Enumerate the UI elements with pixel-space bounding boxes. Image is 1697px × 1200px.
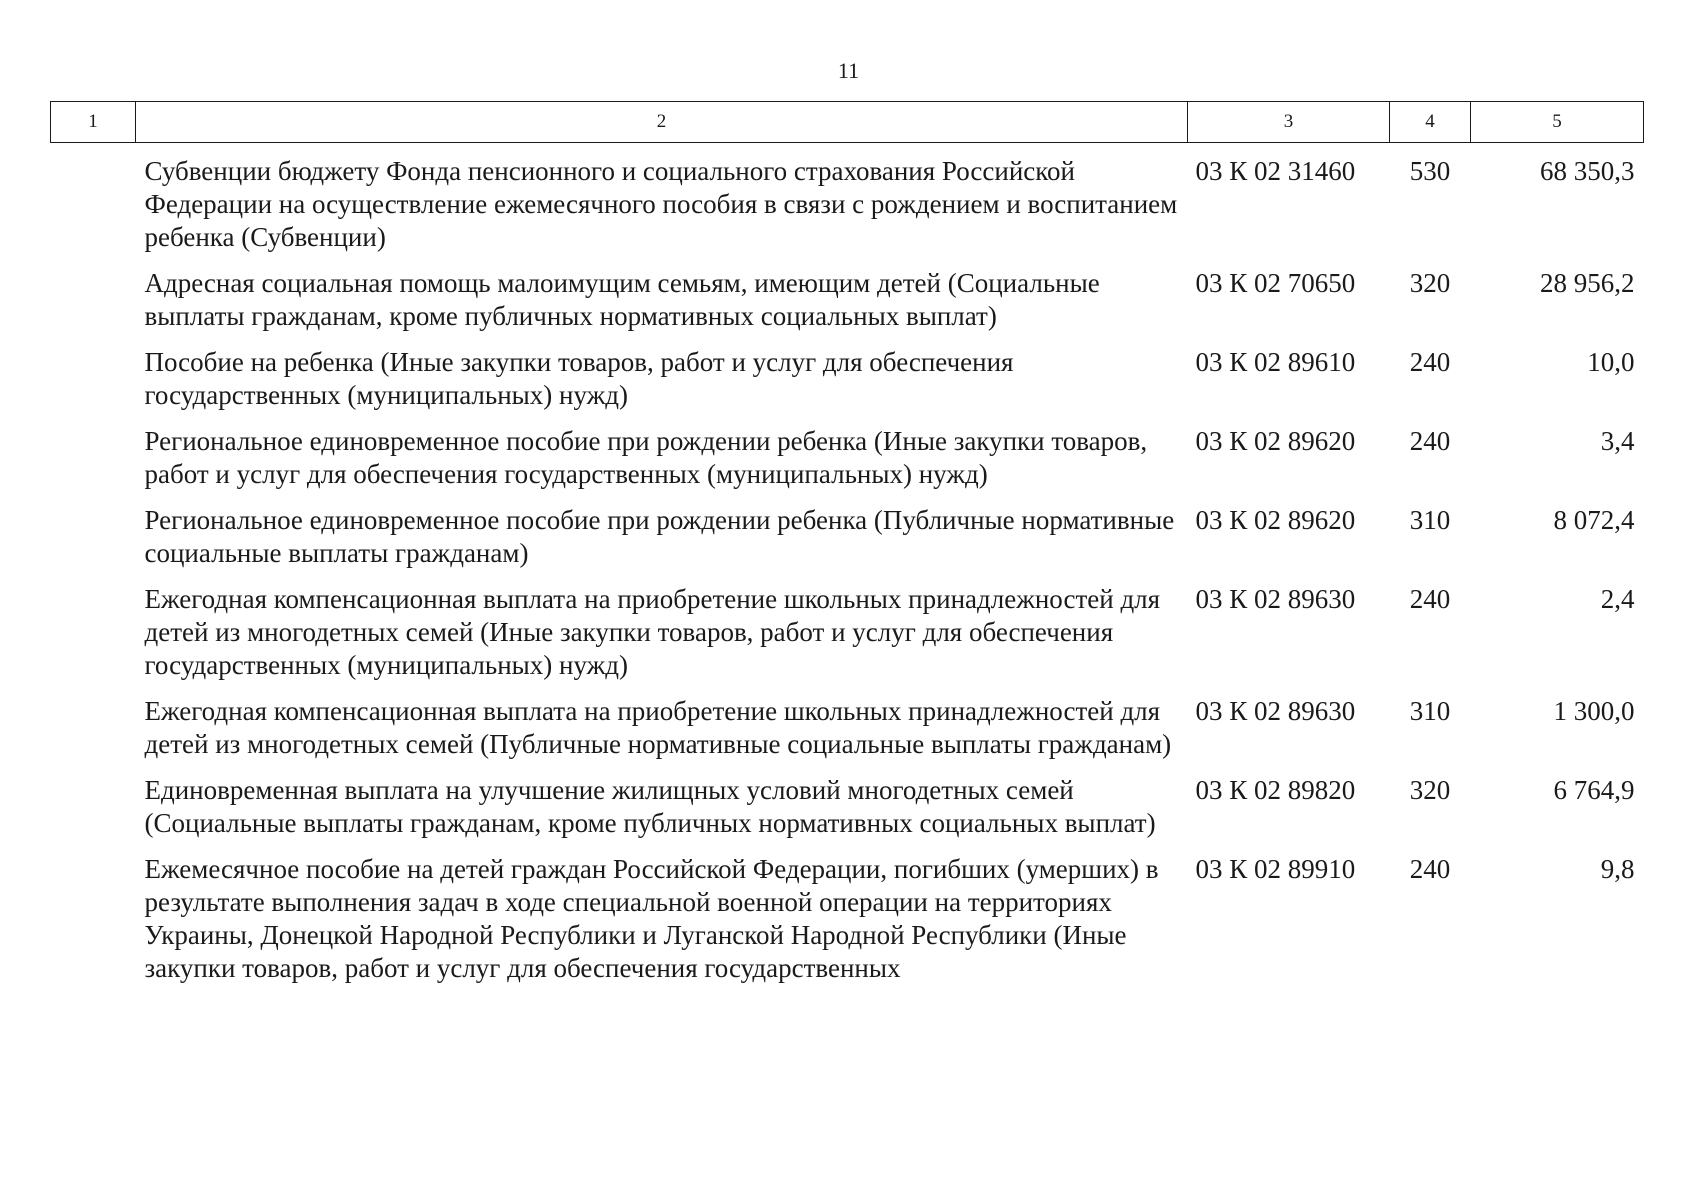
table-body [51,143,1644,986]
amount: 68 350,3 [1540,156,1635,186]
expense-type-code: 240 [1409,854,1451,884]
row-index-cell [51,254,136,333]
table-row [51,570,1644,682]
row-index-cell [51,143,136,255]
expense-name: Единовременная выплата на улучшение жилищных условий многодетных семей (Социальные выплаты гражданам, кроме публичных нормативных социальных выплат) [144,775,1156,838]
table-row [51,412,1644,491]
table-row [51,333,1644,412]
row-index-cell [51,840,136,985]
budget-table [50,101,1644,985]
target-article-code: 03 К 02 89630 [1195,584,1356,614]
amount: 3,4 [1600,426,1635,456]
expense-type-code: 240 [1409,426,1451,456]
table-row [51,254,1644,333]
target-article-code: 03 К 02 89630 [1195,696,1356,726]
amount: 8 072,4 [1553,505,1635,535]
expense-name: Региональное единовременное пособие при рождении ребенка (Публичные нормативные социальные выплаты гражданам) [144,505,1175,568]
expense-type-code: 240 [1409,584,1451,614]
expense-type-code: 530 [1409,156,1451,186]
row-index-cell [51,333,136,412]
expense-name: Ежемесячное пособие на детей граждан Российской Федерации, погибших (умерших) в результате выполнения задач в ходе специальной военной операции на территориях Украины, Донецкой Народной Республики и Луганской Народной Республики (Иные закупки товаров, работ и услуг для обеспечения государственных [144,854,1159,983]
expense-type-code: 320 [1409,268,1451,298]
expense-name: Региональное единовременное пособие при рождении ребенка (Иные закупки товаров, работ и услуг для обеспечения государственных (муниципальных) нужд) [144,426,1148,489]
row-index-cell [51,412,136,491]
target-article-code: 03 К 02 89620 [1195,505,1356,535]
column-header-1: 1 [51,102,136,143]
expense-name: Субвенции бюджету Фонда пенсионного и социального страхования Российской Федерации на осуществление ежемесячного пособия в связи с рождением и воспитанием ребенка (Субвенции) [144,156,1178,252]
page-number: 11 [837,58,860,83]
column-header-4: 4 [1390,102,1471,143]
target-article-code: 03 К 02 89610 [1195,347,1356,377]
target-article-code: 03 К 02 70650 [1195,268,1356,298]
row-index-cell [51,491,136,570]
amount: 28 956,2 [1540,268,1635,298]
amount: 1 300,0 [1553,696,1635,726]
table-header [51,102,1644,143]
expense-type-code: 310 [1409,696,1451,726]
amount: 2,4 [1600,584,1635,614]
expense-name: Ежегодная компенсационная выплата на приобретение школьных принадлежностей для детей из многодетных семей (Иные закупки товаров, работ и услуг для обеспечения государственных (муниципальных) нужд) [144,584,1161,680]
table-row [51,491,1644,570]
table-row [51,840,1644,985]
expense-name: Адресная социальная помощь малоимущим семьям, имеющим детей (Социальные выплаты гражданам, кроме публичных нормативных социальных выплат) [144,268,1100,331]
expense-name: Ежегодная компенсационная выплата на приобретение школьных принадлежностей для детей из многодетных семей (Публичные нормативные социальные выплаты гражданам) [144,696,1172,759]
expense-type-code: 240 [1409,347,1451,377]
target-article-code: 03 К 02 89910 [1195,854,1356,884]
column-header-2: 2 [136,102,1188,143]
target-article-code: 03 К 02 89820 [1195,775,1356,805]
row-index-cell [51,761,136,840]
table-row [51,682,1644,761]
row-index-cell [51,570,136,682]
target-article-code: 03 К 02 31460 [1195,156,1356,186]
column-header-3: 3 [1188,102,1390,143]
column-header-5: 5 [1471,102,1644,143]
header-row [51,102,1644,143]
amount: 10,0 [1587,347,1635,377]
amount: 9,8 [1600,854,1635,884]
table-row [51,143,1644,255]
table-row [51,761,1644,840]
expense-type-code: 320 [1409,775,1451,805]
expense-name: Пособие на ребенка (Иные закупки товаров, работ и услуг для обеспечения государственных (муниципальных) нужд) [144,347,1014,410]
target-article-code: 03 К 02 89620 [1195,426,1356,456]
row-index-cell [51,682,136,761]
expense-type-code: 310 [1409,505,1451,535]
amount: 6 764,9 [1553,775,1635,805]
